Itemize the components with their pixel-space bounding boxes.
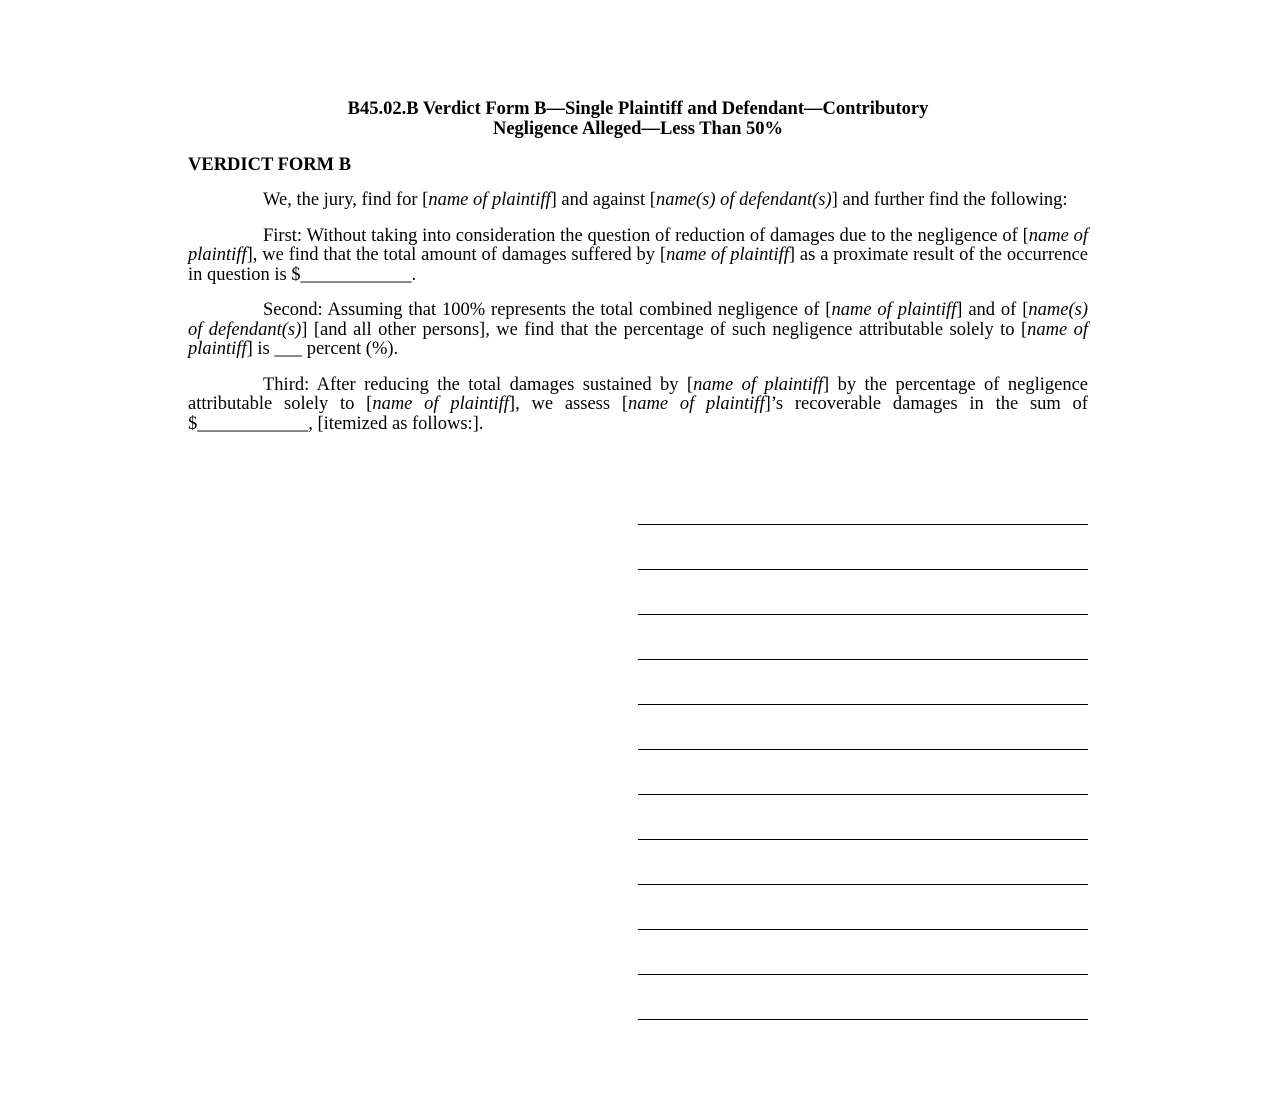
paragraph-first: First: Without taking into consideration the question of reduction of damages due to the negligence of [name of plaintiff], we find that the total amount of damages suffered by [name of plaintiff] as a proximate result of the occurrence in question is $____________. (188, 225, 1088, 285)
itemization-line[interactable] (638, 828, 1088, 873)
itemization-line[interactable] (638, 738, 1088, 783)
paragraph-second: Second: Assuming that 100% represents the total combined negligence of [name of plaintiff] and of [name(s) of defendant(s)] [and all other persons], we find that the percentage of such negligence attributable solely to [name of plaintiff] is ___ percent (%). (188, 300, 1089, 359)
itemization-line[interactable] (638, 648, 1088, 693)
document-title (188, 100, 1088, 139)
title-line-1: B45.02.B Verdict Form B—Single Plaintiff and Defendant—Contributory (347, 99, 929, 119)
title-line-2: Negligence Alleged—Less Than 50% (492, 118, 783, 139)
paragraph-third: Third: After reducing the total damages sustained by [name of plaintiff] by the percentage of negligence attributable solely to [name of plaintiff], we assess [name of plaintiff]’s recoverable damages in the sum of $____________, [itemized as follows:]. (188, 374, 1088, 434)
itemization-line[interactable] (638, 963, 1088, 1008)
form-heading: VERDICT FORM B (188, 155, 352, 175)
itemization-line[interactable] (638, 693, 1088, 738)
itemization-line[interactable] (638, 783, 1088, 828)
itemization-line[interactable] (638, 873, 1088, 918)
itemization-line[interactable] (638, 1008, 1088, 1053)
itemization-line[interactable] (638, 558, 1088, 603)
itemization-line[interactable] (638, 918, 1088, 963)
itemization-line[interactable] (638, 603, 1088, 648)
document-page (188, 100, 1088, 434)
itemization-line[interactable] (638, 513, 1088, 558)
itemization-lines (638, 513, 1088, 1053)
paragraph-intro: We, the jury, find for [name of plaintiff] and against [name(s) of defendant(s)] and further find the following: (263, 190, 1068, 210)
